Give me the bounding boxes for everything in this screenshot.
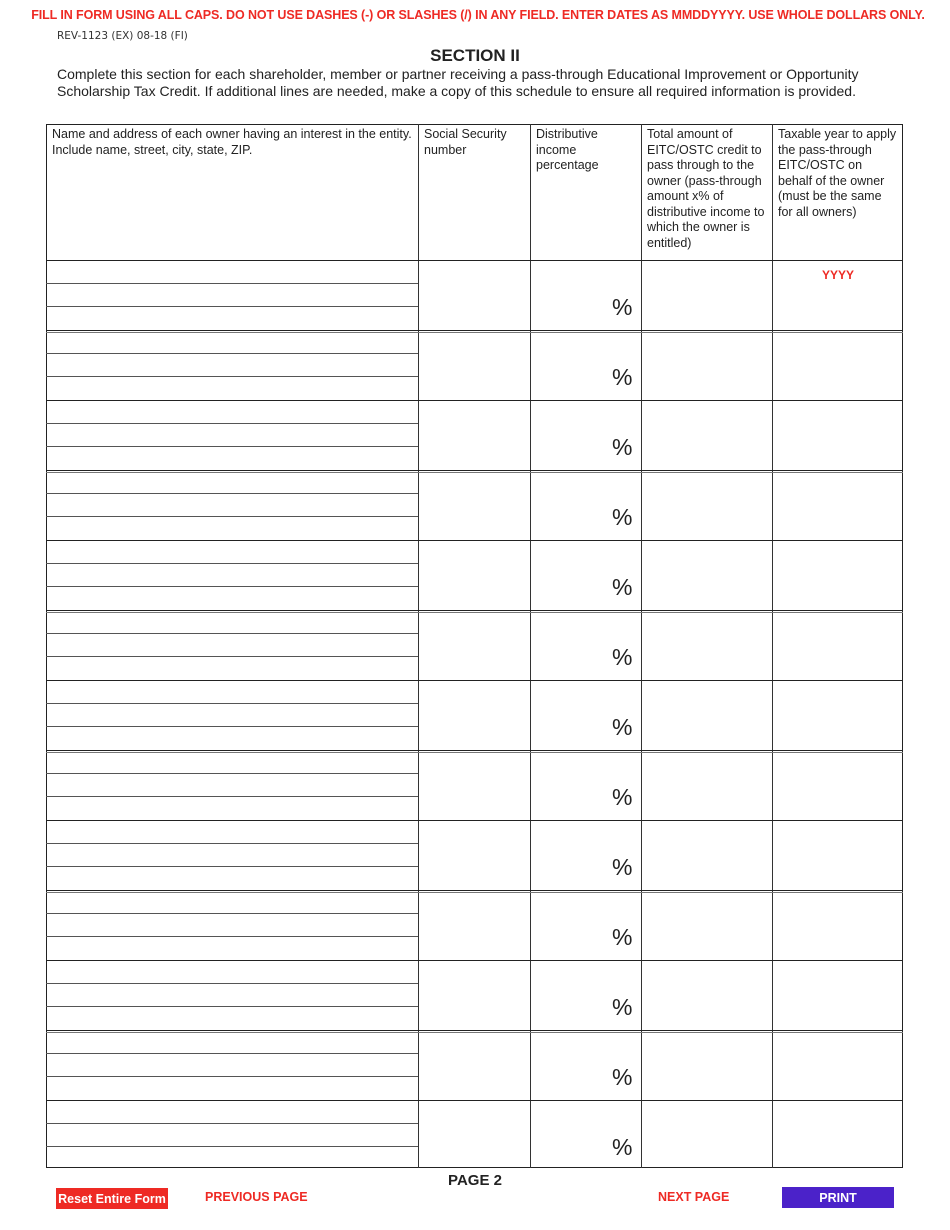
owner-street-field[interactable] [48, 705, 416, 725]
owner-name-field[interactable] [48, 402, 416, 422]
address-line-divider [46, 306, 418, 307]
address-line-divider [46, 726, 418, 727]
owner-name-field[interactable] [48, 472, 416, 492]
credit-amount-field[interactable] [643, 1102, 770, 1168]
credit-amount-field[interactable] [643, 1032, 770, 1098]
owner-city-state-zip-field[interactable] [48, 868, 416, 888]
address-line-divider [46, 703, 418, 704]
row-divider [46, 1030, 903, 1031]
row-divider [46, 260, 903, 261]
address-line-divider [46, 1123, 418, 1124]
ssn-field[interactable] [420, 472, 528, 538]
owner-name-field[interactable] [48, 262, 416, 282]
owner-city-state-zip-field[interactable] [48, 1148, 416, 1168]
ssn-field[interactable] [420, 682, 528, 748]
distributive-percentage-field[interactable] [532, 262, 610, 328]
address-line-divider [46, 516, 418, 517]
owner-city-state-zip-field[interactable] [48, 1008, 416, 1028]
ssn-field[interactable] [420, 332, 528, 398]
owner-row [46, 820, 903, 890]
owner-street-field[interactable] [48, 915, 416, 935]
owner-street-field[interactable] [48, 635, 416, 655]
section-description: Complete this section for each shareholder, member or partner receiving a pass-through Educational Improvement or Opportunity Scholarship Tax Credit. If additional lines are needed, make a copy of this schedule to ensure all required information is provided. [57, 66, 859, 99]
credit-amount-field[interactable] [643, 822, 770, 888]
owner-name-field[interactable] [48, 962, 416, 982]
row-divider [46, 680, 903, 681]
owner-city-state-zip-field[interactable] [48, 378, 416, 398]
owner-city-state-zip-field[interactable] [48, 938, 416, 958]
owner-name-field[interactable] [48, 752, 416, 772]
owner-city-state-zip-field[interactable] [48, 448, 416, 468]
percent-symbol: % [612, 784, 633, 810]
owner-city-state-zip-field[interactable] [48, 1078, 416, 1098]
owner-row [46, 540, 903, 610]
owner-street-field[interactable] [48, 425, 416, 445]
ssn-field[interactable] [420, 892, 528, 958]
credit-amount-field[interactable] [643, 752, 770, 818]
percent-symbol: % [612, 994, 633, 1020]
previous-page-button[interactable]: PREVIOUS PAGE [205, 1190, 308, 1204]
row-divider [46, 540, 903, 541]
percent-symbol: % [612, 434, 633, 460]
owner-name-field[interactable] [48, 892, 416, 912]
section-title: SECTION II [430, 46, 520, 65]
percent-symbol: % [612, 574, 633, 600]
row-divider [46, 470, 903, 471]
owner-row [46, 610, 903, 680]
owner-city-state-zip-field[interactable] [48, 588, 416, 608]
owner-name-field[interactable] [48, 542, 416, 562]
address-line-divider [46, 423, 418, 424]
header-total-credit-amount: Total amount of EITC/OSTC credit to pass through to the owner (pass-through amount x% of distributive income to which the owner is entitled) [647, 127, 765, 250]
owner-city-state-zip-field[interactable] [48, 658, 416, 678]
percent-symbol: % [612, 1134, 633, 1160]
reset-form-button[interactable]: Reset Entire Form [56, 1188, 168, 1209]
distributive-percentage-field[interactable] [532, 962, 610, 1028]
credit-amount-field[interactable] [643, 682, 770, 748]
header-ssn: Social Security number [424, 127, 507, 157]
owner-row [46, 400, 903, 470]
credit-amount-field[interactable] [643, 472, 770, 538]
owner-street-field[interactable] [48, 355, 416, 375]
owner-row [46, 680, 903, 750]
distributive-percentage-field[interactable] [532, 682, 610, 748]
distributive-percentage-field[interactable] [532, 542, 610, 608]
owner-street-field[interactable] [48, 1055, 416, 1075]
ssn-field[interactable] [420, 1102, 528, 1168]
header-taxable-year: Taxable year to apply the pass-through EITC/OSTC on behalf of the owner (must be the same for all owners) [778, 127, 897, 219]
address-line-divider [46, 633, 418, 634]
owner-street-field[interactable] [48, 1125, 416, 1145]
address-line-divider [46, 446, 418, 447]
credit-amount-field[interactable] [643, 892, 770, 958]
owner-street-field[interactable] [48, 495, 416, 515]
owner-city-state-zip-field[interactable] [48, 518, 416, 538]
distributive-percentage-field[interactable] [532, 1102, 610, 1168]
ssn-field[interactable] [420, 542, 528, 608]
owner-name-field[interactable] [48, 1102, 416, 1122]
page-label: PAGE 2 [448, 1172, 502, 1189]
address-line-divider [46, 796, 418, 797]
owner-city-state-zip-field[interactable] [48, 798, 416, 818]
address-line-divider [46, 283, 418, 284]
ssn-field[interactable] [420, 402, 528, 468]
address-line-divider [46, 1076, 418, 1077]
owner-name-field[interactable] [48, 682, 416, 702]
row-divider [46, 960, 903, 961]
taxable-year-placeholder: YYYY [822, 268, 855, 282]
address-line-divider [46, 843, 418, 844]
row-divider [46, 330, 903, 331]
ssn-field[interactable] [420, 1032, 528, 1098]
owner-row [46, 330, 903, 400]
ssn-field[interactable] [420, 962, 528, 1028]
owner-name-field[interactable] [48, 822, 416, 842]
distributive-percentage-field[interactable] [532, 1032, 610, 1098]
instructions-banner: FILL IN FORM USING ALL CAPS. DO NOT USE DASHES (-) OR SLASHES (/) IN ANY FIELD. ENTER DATES AS MMDDYYYY. USE WHOLE DOLLARS ONLY. [31, 8, 925, 22]
address-line-divider [46, 353, 418, 354]
address-line-divider [46, 586, 418, 587]
address-line-divider [46, 983, 418, 984]
owner-row [46, 1100, 903, 1170]
percent-symbol: % [612, 854, 633, 880]
owner-street-field[interactable] [48, 845, 416, 865]
address-line-divider [46, 376, 418, 377]
address-line-divider [46, 773, 418, 774]
owner-street-field[interactable] [48, 985, 416, 1005]
credit-amount-field[interactable] [643, 612, 770, 678]
ssn-field[interactable] [420, 752, 528, 818]
credit-amount-field[interactable] [643, 332, 770, 398]
owner-row [46, 470, 903, 540]
row-divider [46, 1100, 903, 1101]
percent-symbol: % [612, 504, 633, 530]
next-page-button[interactable]: NEXT PAGE [658, 1190, 730, 1204]
ssn-field[interactable] [420, 262, 528, 328]
address-line-divider [46, 493, 418, 494]
percent-symbol: % [612, 924, 633, 950]
distributive-percentage-field[interactable] [532, 472, 610, 538]
row-divider [46, 820, 903, 821]
owner-row [46, 890, 903, 960]
distributive-percentage-field[interactable] [532, 332, 610, 398]
address-line-divider [46, 1053, 418, 1054]
credit-amount-field[interactable] [643, 402, 770, 468]
credit-amount-field[interactable] [643, 542, 770, 608]
distributive-percentage-field[interactable] [532, 402, 610, 468]
percent-symbol: % [612, 294, 633, 320]
row-divider [46, 400, 903, 401]
credit-amount-field[interactable] [643, 262, 770, 328]
owner-row [46, 260, 903, 330]
row-divider [46, 890, 903, 891]
owner-city-state-zip-field[interactable] [48, 728, 416, 748]
row-divider [46, 750, 903, 751]
owner-name-field[interactable] [48, 612, 416, 632]
address-line-divider [46, 936, 418, 937]
distributive-percentage-field[interactable] [532, 612, 610, 678]
form-number: REV-1123 (EX) 08-18 (FI) [57, 30, 188, 42]
owner-street-field[interactable] [48, 775, 416, 795]
address-line-divider [46, 563, 418, 564]
owner-street-field[interactable] [48, 565, 416, 585]
distributive-percentage-field[interactable] [532, 822, 610, 888]
address-line-divider [46, 913, 418, 914]
owner-street-field[interactable] [48, 285, 416, 305]
ssn-field[interactable] [420, 822, 528, 888]
percent-symbol: % [612, 644, 633, 670]
address-line-divider [46, 1006, 418, 1007]
percent-symbol: % [612, 1064, 633, 1090]
print-button[interactable]: PRINT [782, 1187, 894, 1208]
owner-row [46, 960, 903, 1030]
credit-amount-field[interactable] [643, 962, 770, 1028]
owner-table [46, 124, 903, 1168]
owner-city-state-zip-field[interactable] [48, 308, 416, 328]
row-divider [46, 610, 903, 611]
owner-row [46, 750, 903, 820]
owner-name-field[interactable] [48, 1032, 416, 1052]
distributive-percentage-field[interactable] [532, 892, 610, 958]
owner-name-field[interactable] [48, 332, 416, 352]
header-distributive-income-percentage: Distributive income percentage [536, 127, 599, 172]
address-line-divider [46, 866, 418, 867]
percent-symbol: % [612, 714, 633, 740]
address-line-divider [46, 656, 418, 657]
address-line-divider [46, 1146, 418, 1147]
ssn-field[interactable] [420, 612, 528, 678]
percent-symbol: % [612, 364, 633, 390]
owner-row [46, 1030, 903, 1100]
header-owner-name-address: Name and address of each owner having an interest in the entity. Include name, street, city, state, ZIP. [52, 127, 412, 157]
distributive-percentage-field[interactable] [532, 752, 610, 818]
taxable-year-field[interactable] [774, 262, 901, 328]
